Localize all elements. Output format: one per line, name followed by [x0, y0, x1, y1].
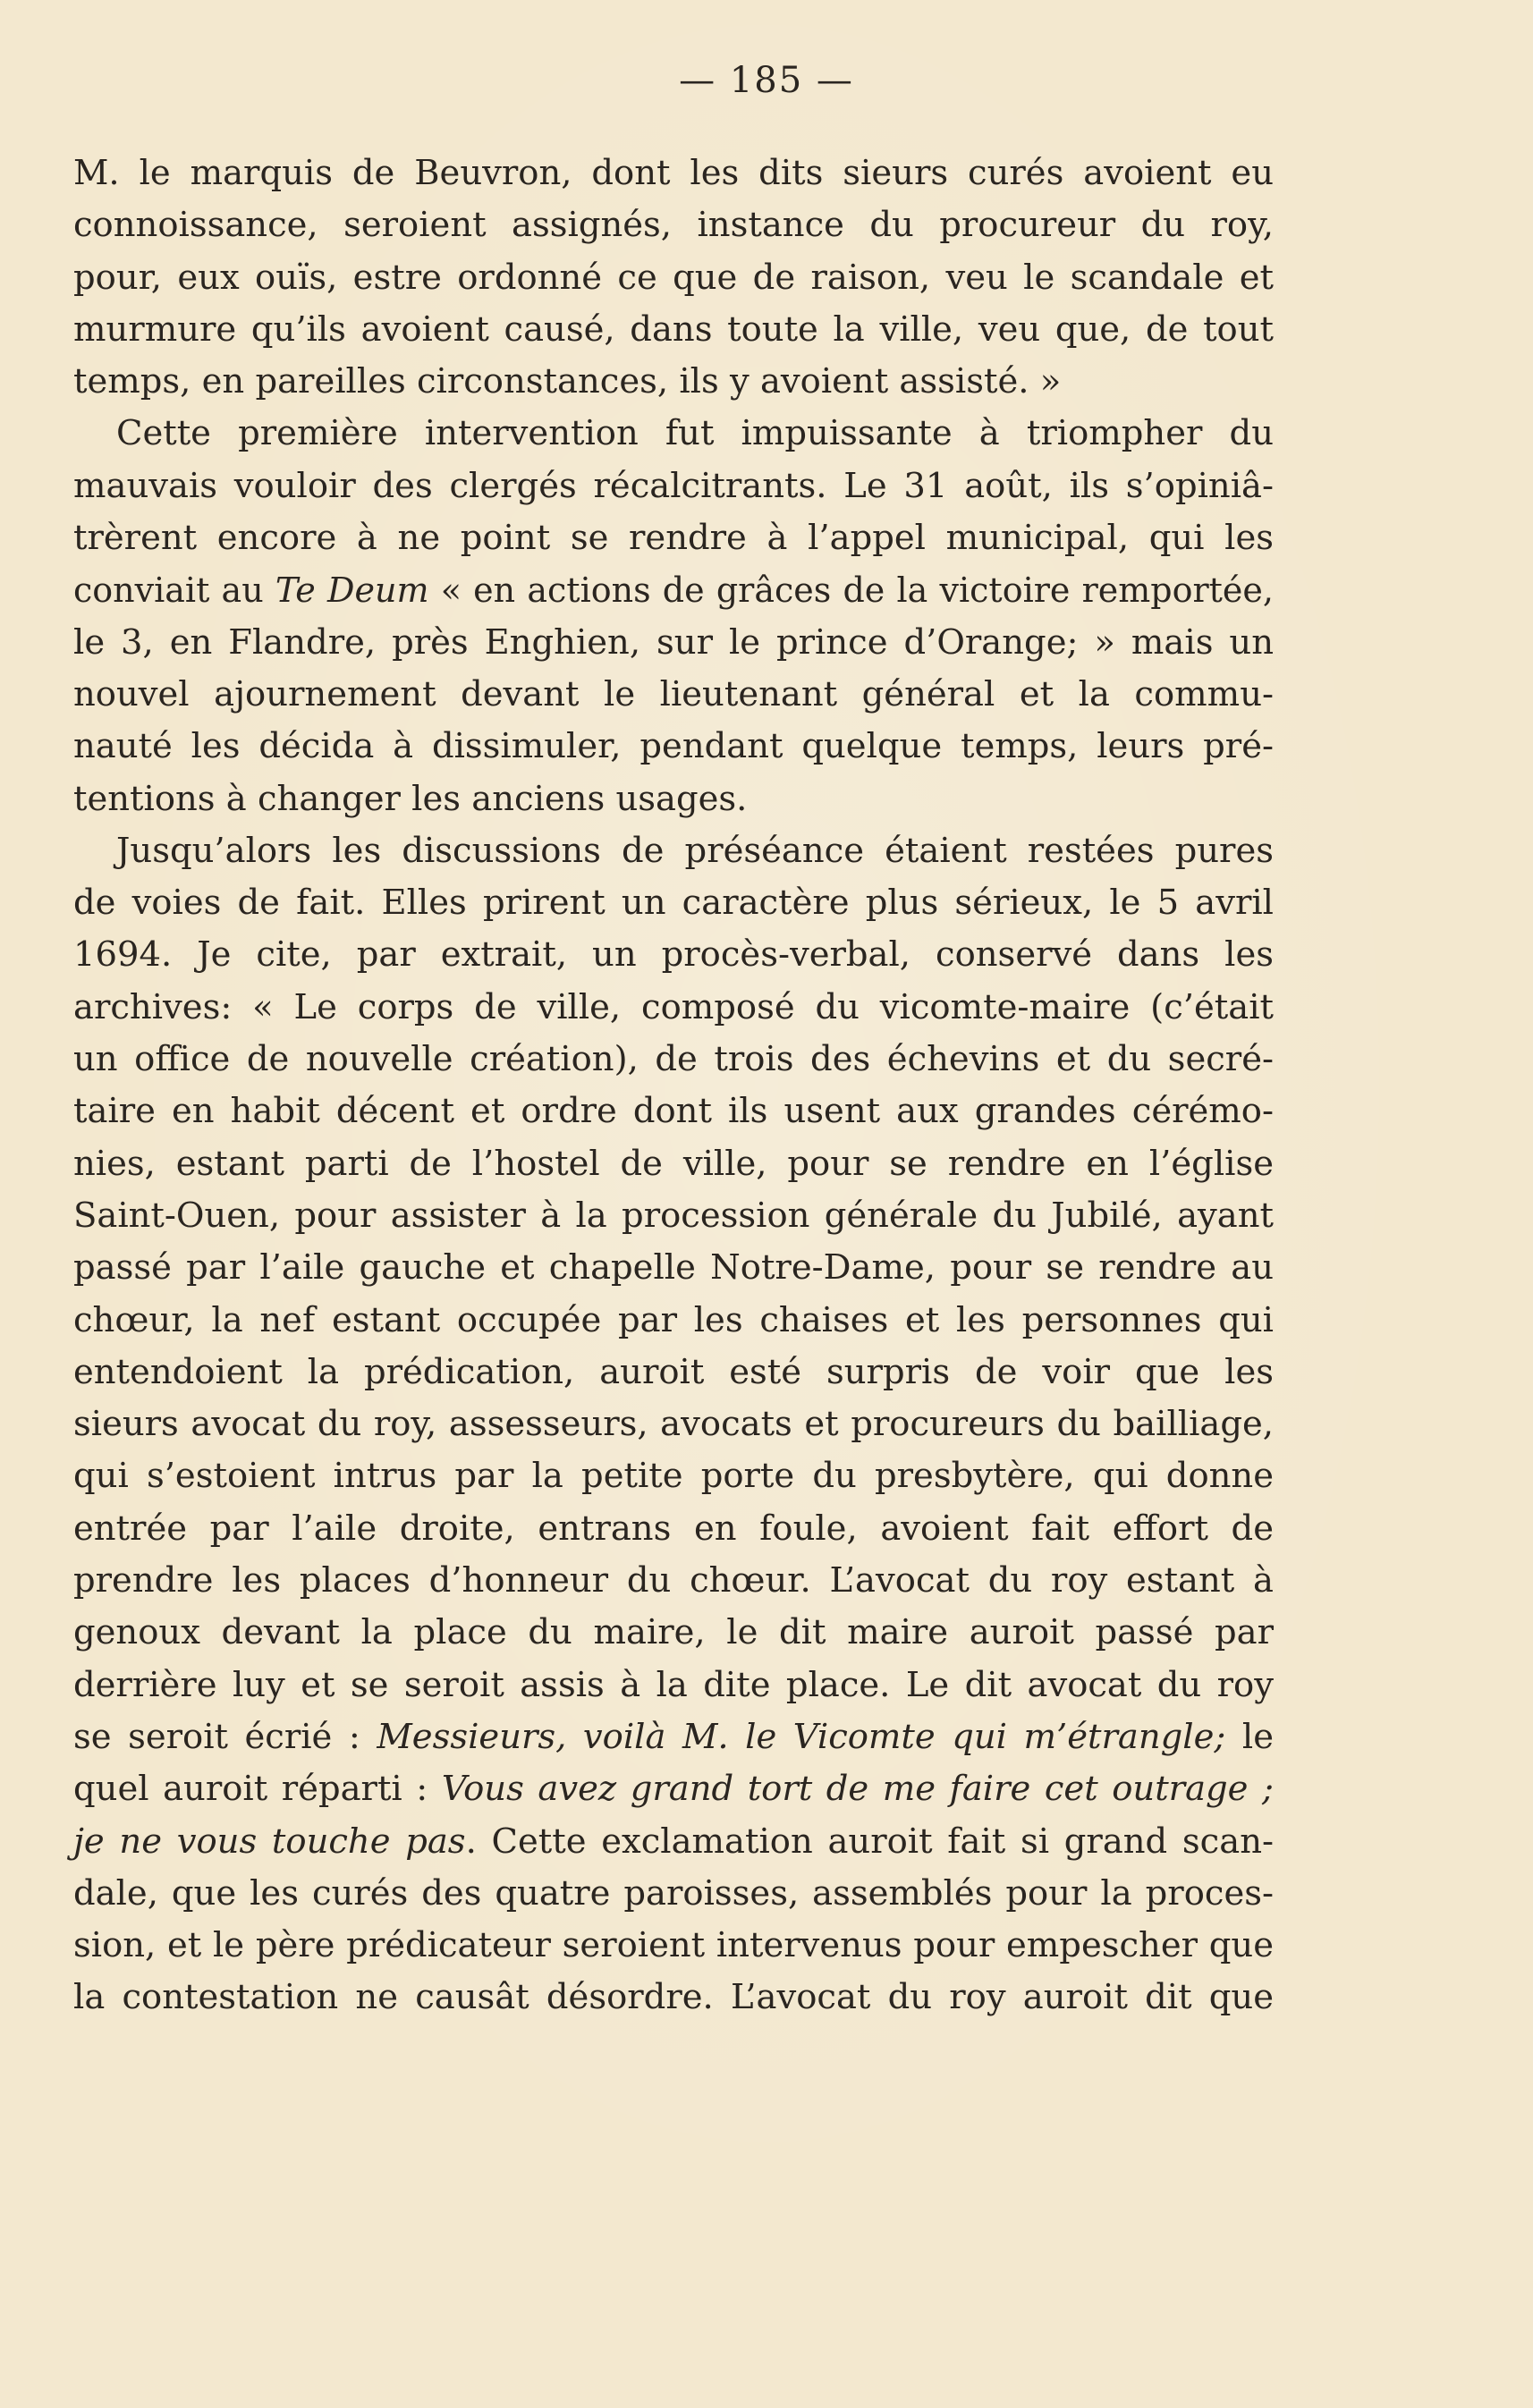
text-line: Cette première intervention fut impuissante à triompher du	[116, 413, 1274, 454]
italic-text-segment: je ne vous touche pas	[73, 1821, 466, 1862]
text-segment: . Cette exclamation auroit fait si grand scan-	[465, 1821, 1274, 1862]
text-line: nouvel ajournement devant le lieutenant général et la commu-	[73, 673, 1274, 714]
page-number: — 185 —	[679, 60, 854, 101]
text-line: dale, que les curés des quatre paroisses, assemblés pour la proces-	[73, 1872, 1274, 1914]
text-line: taire en habit décent et ordre dont ils usent aux grandes cérémo-	[73, 1091, 1274, 1132]
text-line: chœur, la nef estant occupée par les chaises et les personnes qui	[73, 1299, 1274, 1340]
text-line: Saint-Ouen, pour assister à la procession générale du Jubilé, ayant	[73, 1195, 1274, 1236]
text-line: de voies de fait. Elles prirent un caractère plus sérieux, le 5 avril	[73, 883, 1274, 924]
text-line: derrière luy et se seroit assis à la dite place. Le dit avocat du roy	[73, 1664, 1274, 1705]
text-line: pour, eux ouïs, estre ordonné ce que de raison, veu le scandale et	[73, 257, 1274, 298]
text-line: M. le marquis de Beuvron, dont les dits sieurs curés avoient eu	[73, 153, 1274, 193]
text-line	[73, 1816, 1274, 1868]
text-segment: quel auroit réparti :	[73, 1769, 442, 1810]
italic-text-segment: Vous avez grand tort de me faire cet outrage ;	[441, 1769, 1274, 1810]
text-line: 1694. Je cite, par extrait, un procès-verbal, conservé dans les	[73, 934, 1274, 976]
text-line: la contestation ne causât désordre. L’avocat du roy auroit dit que	[73, 1977, 1274, 2018]
text-segment: le	[1225, 1716, 1274, 1757]
text-line: trèrent encore à ne point se rendre à l’appel municipal, qui les	[73, 518, 1274, 559]
text-segment: « en actions de grâces de la victoire remportée,	[428, 570, 1274, 611]
text-line: connoissance, seroient assignés, instance du procureur du roy,	[73, 205, 1274, 246]
text-line: passé par l’aile gauche et chapelle Notre-Dame, pour se rendre au	[73, 1247, 1274, 1288]
text-line	[73, 1711, 1274, 1763]
body-text	[73, 148, 1274, 2024]
text-line: un office de nouvelle création), de trois des échevins et du secré-	[73, 1039, 1274, 1080]
text-line: tentions à changer les anciens usages.	[73, 778, 748, 819]
text-line: qui s’estoient intrus par la petite porte du presbytère, qui donne	[73, 1456, 1274, 1497]
text-segment: se seroit écrié :	[73, 1716, 377, 1757]
text-line: murmure qu’ils avoient causé, dans toute la ville, veu que, de tout	[73, 308, 1274, 350]
text-line: temps, en pareilles circonstances, ils y avoient assisté. »	[73, 361, 1062, 402]
text-line: entrée par l’aile droite, entrans en foule, avoient fait effort de	[73, 1508, 1274, 1549]
text-line: le 3, en Flandre, près Enghien, sur le prince d’Orange; » mais un	[73, 621, 1274, 663]
text-line: mauvais vouloir des clergés récalcitrants. Le 31 août, ils s’opiniâ-	[73, 465, 1274, 506]
italic-text-segment: Te Deum	[275, 570, 429, 611]
italic-text-segment: Messieurs, voilà M. le Vicomte qui m’étrangle;	[377, 1716, 1226, 1757]
text-line: archives: « Le corps de ville, composé du vicomte-maire (c’était	[73, 986, 1274, 1027]
text-line: nies, estant parti de l’hostel de ville, pour se rendre en l’église	[73, 1143, 1274, 1184]
text-segment: conviait au	[73, 570, 275, 611]
text-line: sion, et le père prédicateur seroient intervenus pour empescher que	[73, 1925, 1274, 1966]
text-line: nauté les décida à dissimuler, pendant quelque temps, leurs pré-	[73, 726, 1274, 767]
text-line: sieurs avocat du roy, assesseurs, avocats et procureurs du bailliage,	[73, 1404, 1274, 1445]
text-line	[73, 564, 1274, 616]
text-line: prendre les places d’honneur du chœur. L’avocat du roy estant à	[73, 1560, 1274, 1601]
text-line: Jusqu’alors les discussions de préséance étaient restées pures	[116, 830, 1274, 871]
text-line: entendoient la prédication, auroit esté surpris de voir que les	[73, 1351, 1274, 1392]
text-line: genoux devant la place du maire, le dit maire auroit passé par	[73, 1612, 1274, 1653]
text-line	[73, 1763, 1274, 1815]
